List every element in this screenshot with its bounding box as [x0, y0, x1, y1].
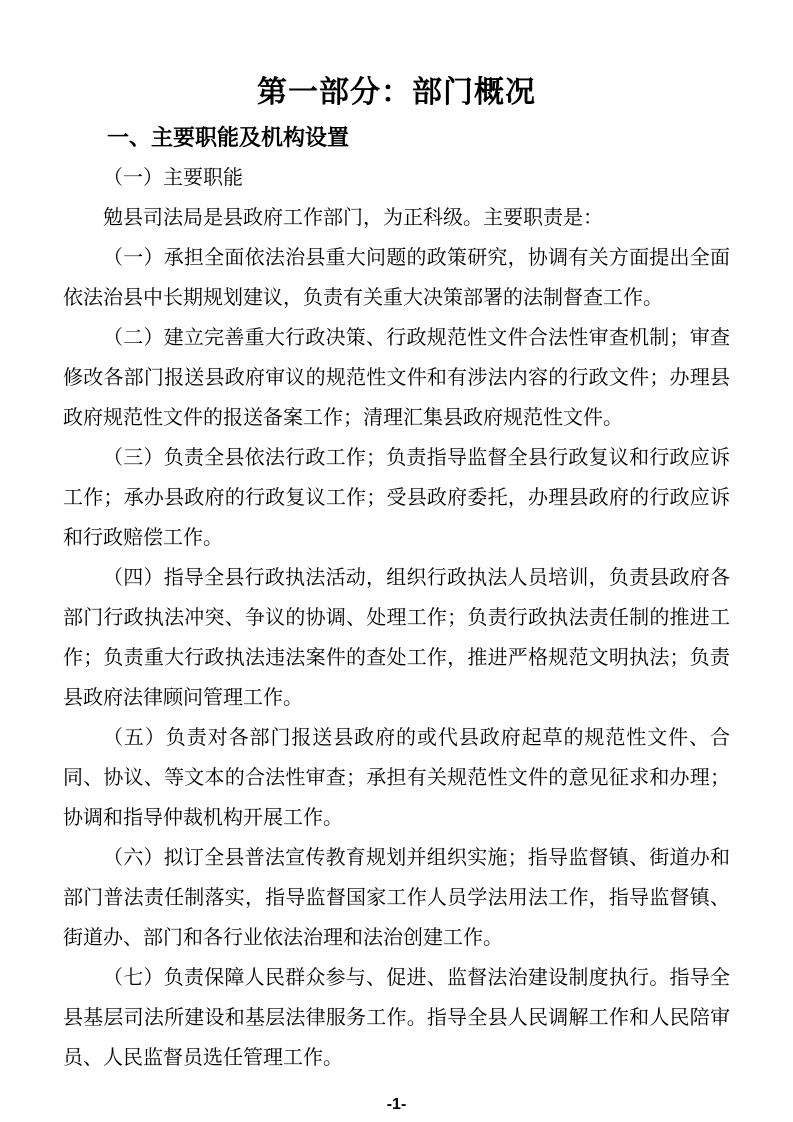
section-heading: 一、主要职能及机构设置 [107, 125, 350, 150]
paragraph-intro: 勉县司法局是县政府工作部门，为正科级。主要职责是： [103, 207, 603, 229]
page-number: -1- [386, 1096, 407, 1113]
paragraph-duty-7: （七）负责保障人民群众参与、促进、监督法治建设制度执行。指导全县基层司法所建设和基层法律服务工作。指导全县人民调解工作和人民陪审员、人民监督员选任管理工作。 [63, 967, 730, 1069]
paragraph-duty-3: （三）负责全县依法行政工作；负责指导监督全县行政复议和行政应诉工作；承办县政府的行政复议工作；受县政府委托，办理县政府的行政应诉和行政赔偿工作。 [63, 447, 730, 549]
paragraph-duty-1: （一）承担全面依法治县重大问题的政策研究，协调有关方面提出全面依法治县中长期规划建议，负责有关重大决策部署的法制督查工作。 [63, 247, 730, 309]
document-title: 第一部分：部门概况 [257, 76, 536, 109]
paragraph-duty-4: （四）指导全县行政执法活动，组织行政执法人员培训，负责县政府各部门行政执法冲突、争议的协调、处理工作；负责行政执法责任制的推进工作；负责重大行政执法违法案件的查处工作，推进严格规范文明执法；负责县政府法律顾问管理工作。 [63, 567, 730, 709]
paragraph-duty-5: （五）负责对各部门报送县政府的或代县政府起草的规范性文件、合同、协议、等文本的合法性审查；承担有关规范性文件的意见征求和办理；协调和指导仲裁机构开展工作。 [63, 727, 730, 829]
subsection-heading: （一）主要职能 [103, 167, 243, 189]
paragraph-duty-6: （六）拟订全县普法宣传教育规划并组织实施；指导监督镇、街道办和部门普法责任制落实，指导监督国家工作人员学法用法工作，指导监督镇、街道办、部门和各行业依法治理和法治创建工作。 [63, 847, 730, 949]
paragraph-duty-2: （二）建立完善重大行政决策、行政规范性文件合法性审查机制；审查修改各部门报送县政府审议的规范性文件和有涉法内容的行政文件；办理县政府规范性文件的报送备案工作；清理汇集县政府规范性文件。 [63, 327, 730, 429]
